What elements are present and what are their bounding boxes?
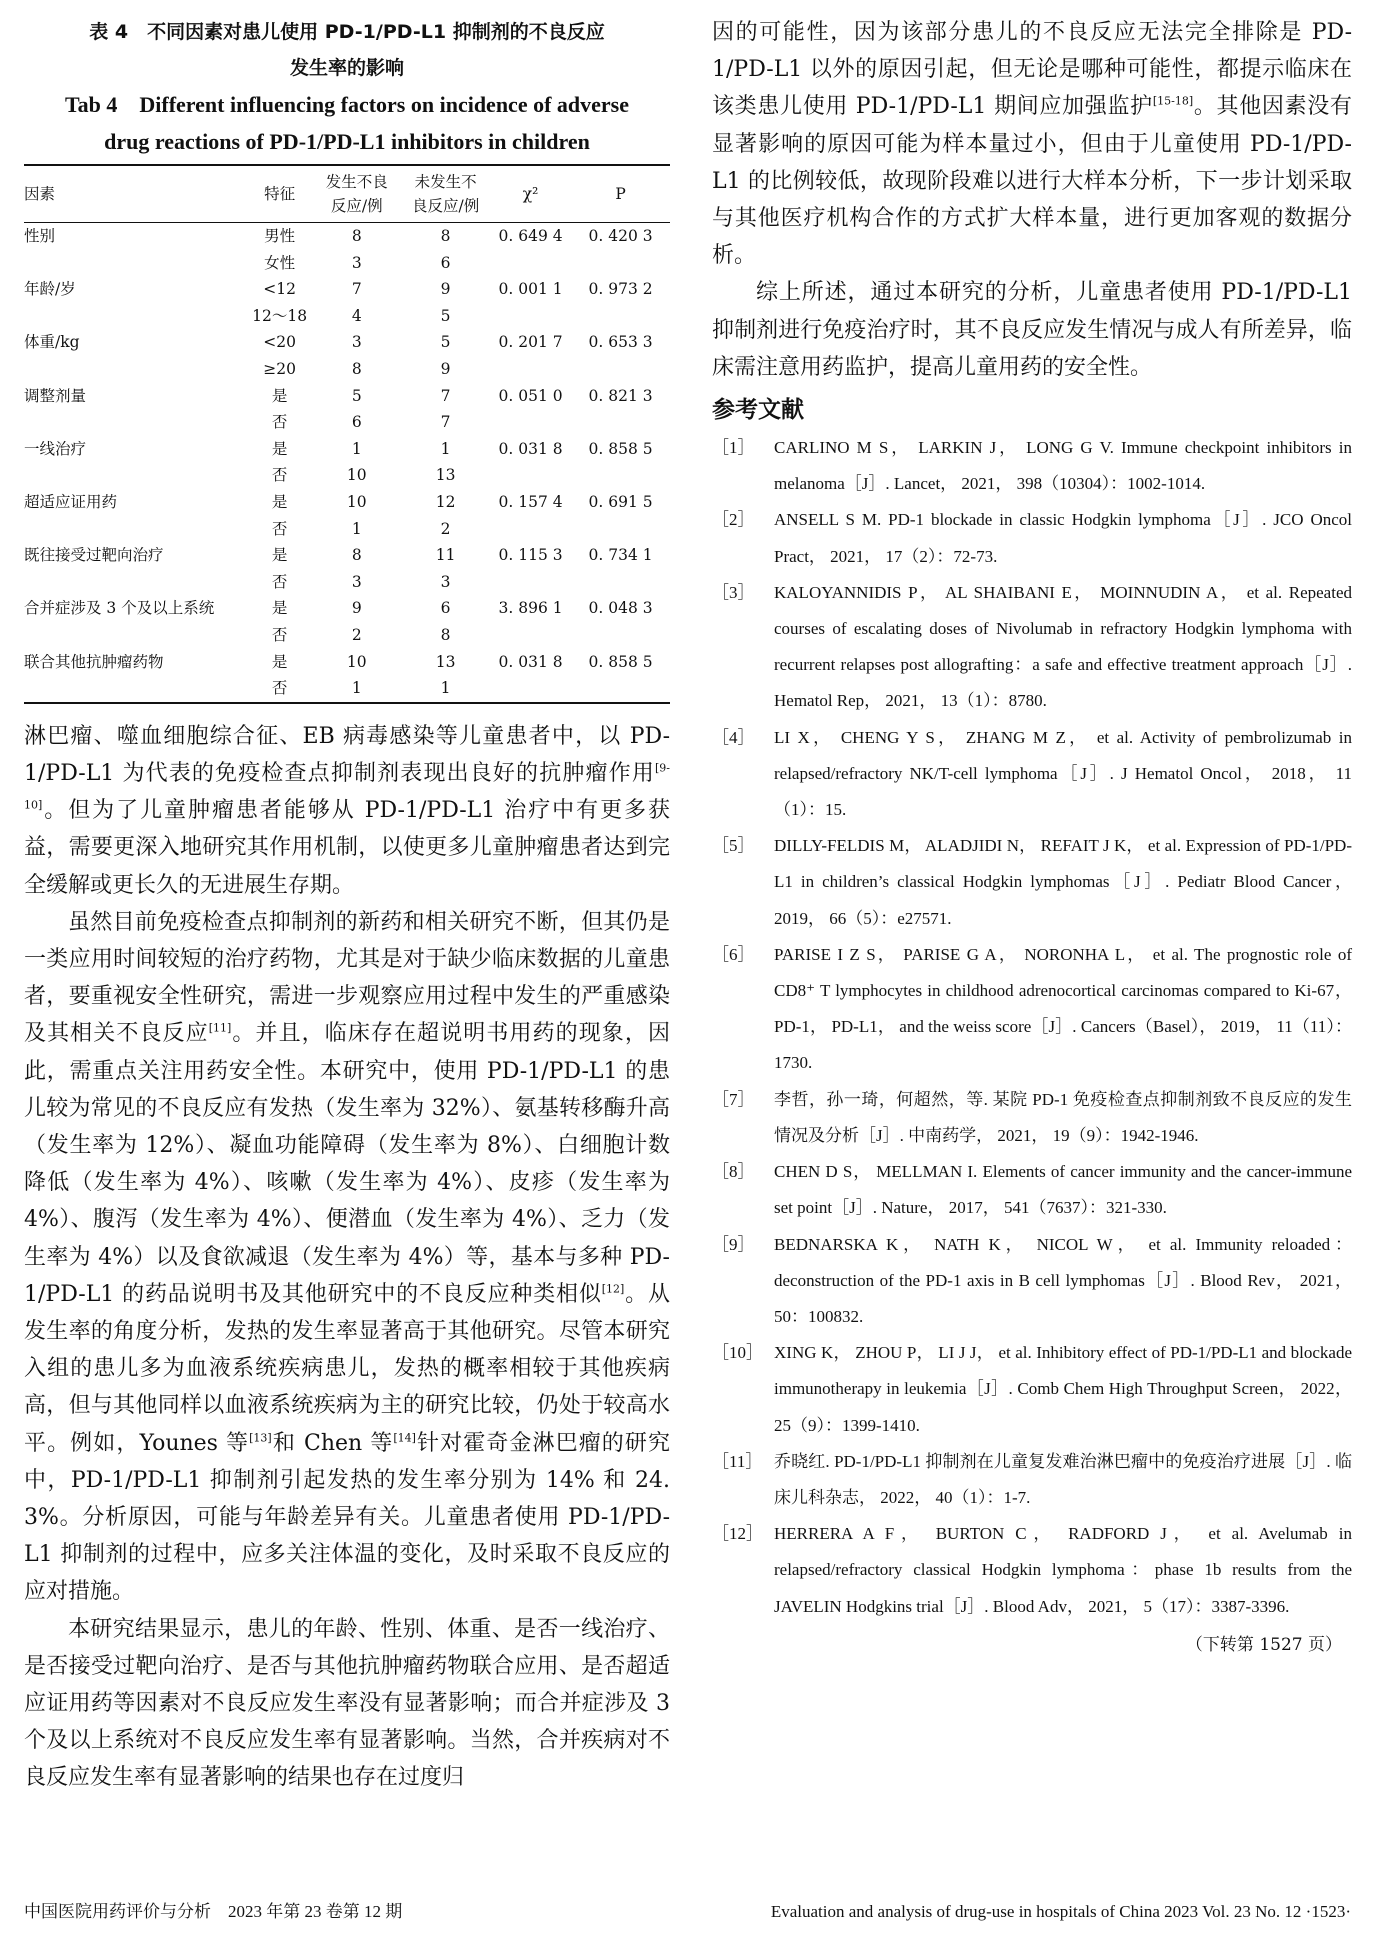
reference-text: CHEN D S， MELLMAN I. Elements of cancer immunity and the cancer-immune set point［J］. Nature， 2017， 541（7637）：321-330.: [774, 1162, 1352, 1218]
reference-item: [712, 502, 1352, 574]
cell-factor: [24, 303, 247, 330]
left-paragraph-2: [24, 904, 670, 1611]
cell-p: [571, 622, 670, 649]
cell-no-adverse: 8: [440, 625, 451, 644]
cell-factor: 超适应证用药: [24, 492, 118, 511]
reference-number: ［8］: [712, 1162, 755, 1182]
cell-adverse: 1: [351, 679, 362, 698]
reference-text: DILLY-FELDIS M， ALADJIDI N， REFAIT J K， et al. Expression of PD-1/PD-L1 in children’s classical Hodgkin lymphomas［J］. Pediatr Blood Cancer， 2019， 66（5）：e27571.: [774, 836, 1352, 928]
cell-chi: [490, 675, 571, 703]
cell-character: 否: [271, 466, 288, 485]
cell-no-adverse: 12: [435, 492, 456, 511]
reference-text: XING K， ZHOU P， LI J J， et al. Inhibitory effect of PD-1/PD-L1 and blockade immunotherapy in leukemia［J］. Comb Chem High Throughput Screen， 2022， 25（9）：1399-1410.: [774, 1343, 1352, 1435]
cell-chi: [490, 303, 571, 330]
header-adverse: [312, 165, 401, 223]
reference-number: ［12］: [712, 1524, 763, 1544]
cell-chi: [490, 250, 571, 277]
cell-adverse: 4: [351, 306, 362, 325]
cell-adverse: 3: [351, 333, 362, 352]
table-row: [24, 622, 670, 649]
header-p: P: [615, 185, 626, 203]
cell-factor: [24, 622, 247, 649]
reference-number: ［5］: [712, 836, 755, 856]
table-row: [24, 675, 670, 703]
reference-number: ［9］: [712, 1234, 755, 1254]
cell-adverse: 10: [346, 492, 367, 511]
cell-chi: [490, 462, 571, 489]
left-paragraph-1: [24, 718, 670, 904]
table-row: [24, 649, 670, 676]
cell-p: [571, 356, 670, 383]
left-p1-cite: [9-10]: [24, 761, 670, 812]
cell-adverse: 1: [351, 519, 362, 538]
table-row: [24, 276, 670, 303]
cell-p: 0. 734 1: [588, 546, 653, 565]
cell-chi: 0. 031 8: [498, 439, 563, 458]
reference-item: [712, 575, 1352, 720]
cell-chi: 0. 201 7: [498, 333, 563, 352]
reference-item: [712, 1154, 1352, 1226]
cell-adverse: 7: [351, 280, 362, 299]
cell-no-adverse: 13: [435, 652, 456, 671]
cell-no-adverse: 11: [435, 546, 456, 565]
cell-character: 否: [271, 413, 288, 432]
cell-chi: 0. 051 0: [498, 386, 563, 405]
reference-item: [712, 720, 1352, 829]
table-caption-en-1: Tab 4 Different influencing factors on incidence of adverse: [64, 92, 630, 117]
left-paragraph-3: [24, 1611, 670, 1797]
table-row: [24, 409, 670, 436]
cell-character: 是: [271, 652, 288, 671]
cell-p: 0. 821 3: [588, 386, 653, 405]
reference-text: LI X， CHENG Y S， ZHANG M Z， et al. Activity of pembrolizumab in relapsed/refractory NK/T-cell lymphoma［J］. J Hematol Oncol， 2018， 11（1）：15.: [774, 727, 1352, 820]
cell-p: 0. 858 5: [588, 652, 653, 671]
cell-p: 0. 048 3: [588, 599, 653, 618]
cell-factor: 调整剂量: [24, 386, 87, 405]
cell-adverse: 8: [351, 359, 362, 378]
cell-no-adverse: 7: [440, 413, 451, 432]
cell-chi: 0. 649 4: [498, 227, 563, 245]
right-column: [712, 14, 1352, 1663]
cell-factor: 年龄/岁: [24, 280, 76, 299]
reference-text: HERRERA A F， BURTON C， RADFORD J， et al. Avelumab in relapsed/refractory classical Hodgkin lymphoma：phase 1b results from the JAVELIN Hodgkins trial［J］. Blood Adv， 2021， 5（17）：3387-3396.: [774, 1524, 1352, 1616]
cell-factor: [24, 409, 247, 436]
cell-no-adverse: 6: [440, 599, 451, 618]
table-row: [24, 329, 670, 356]
cell-no-adverse: 5: [440, 333, 451, 352]
right-p2-text: 综上所述，通过本研究的分析，儿童患者使用 PD-1/PD-L1 抑制剂进行免疫治疗时，其不良反应发生情况与成人有所差异，临床需注意用药监护，提高儿童用药的安全性。: [712, 280, 1352, 380]
cell-character: 是: [271, 599, 288, 618]
reference-number: ［3］: [712, 582, 755, 602]
reference-text: BEDNARSKA K， NATH K， NICOL W， et al. Immunity reloaded：deconstruction of the PD-1 axis in B cell lymphomas［J］. Blood Rev， 2021， 50：100832.: [774, 1234, 1352, 1326]
reference-number: ［10］: [712, 1343, 763, 1363]
table-row: [24, 462, 670, 489]
table-row: [24, 516, 670, 543]
cell-p: [571, 462, 670, 489]
reference-text: ANSELL S M. PD-1 blockade in classic Hodgkin lymphoma［J］. JCO Oncol Pract， 2021， 17（2）：72-73.: [774, 510, 1352, 566]
cell-factor: [24, 569, 247, 596]
references-title: 参考文献: [712, 397, 804, 424]
header-adverse-l2: 反应/例: [330, 197, 383, 215]
reference-item: [712, 1082, 1352, 1154]
left-p2-cite: [11]: [208, 1021, 232, 1035]
cell-p: 0. 420 3: [588, 227, 653, 245]
cell-p: [571, 409, 670, 436]
cell-character: ≥20: [263, 359, 296, 378]
left-p2-text-b: 。从发生率的角度分析，发热的发生率显著高于其他研究。尽管本研究入组的患儿多为血液系统疾病患儿，发热的概率相较于其他疾病高，但与其他同样以血液系统疾病为主的研究比较，仍处于较高水平。例如，Younes 等: [24, 1281, 670, 1456]
cell-chi: 0. 115 3: [498, 546, 563, 565]
cell-no-adverse: 6: [440, 253, 451, 272]
reference-list: [712, 430, 1352, 1625]
reference-item: [712, 1227, 1352, 1336]
reference-item: [712, 430, 1352, 502]
cell-no-adverse: 9: [440, 280, 451, 299]
right-paragraph-1: [712, 14, 1352, 274]
cell-factor: 合并症涉及 3 个及以上系统: [24, 599, 215, 618]
left-p3-text: 本研究结果显示，患儿的年龄、性别、体重、是否一线治疗、是否接受过靶向治疗、是否与其他抗肿瘤药物联合应用、是否超适应证用药等因素对不良反应发生率没有显著影响；而合并症涉及 3 个及以上系统对不良反应发生率有显著影响。当然，合并疾病对不良反应发生率有显著影响的结果也存在过度归: [24, 1616, 670, 1791]
table-caption-en-2: drug reactions of PD-1/PD-L1 inhibitors in children: [104, 129, 590, 154]
cell-p: [571, 516, 670, 543]
cell-no-adverse: 1: [440, 679, 451, 698]
header-factor: 因素: [24, 185, 56, 203]
cell-adverse: 8: [351, 227, 362, 245]
reference-number: ［1］: [712, 438, 755, 458]
cell-adverse: 10: [346, 466, 367, 485]
cell-character: 12～18: [252, 306, 308, 325]
right-p1-cite: [15-18]: [1152, 95, 1194, 109]
cell-no-adverse: 2: [440, 519, 451, 538]
table-row: [24, 356, 670, 383]
cell-character: <12: [263, 280, 296, 299]
left-p1-text: 淋巴瘤、噬血细胞综合征、EB 病毒感染等儿童患者中，以 PD-1/PD-L1 为代表的免疫检查点抑制剂表现出良好的抗肿瘤作用: [24, 723, 670, 786]
cell-adverse: 1: [351, 439, 362, 458]
cell-no-adverse: 5: [440, 306, 451, 325]
left-p2-cite-14: [14]: [393, 1431, 416, 1445]
left-p2-tail-c: 针对霍奇金淋巴瘤的研究中，PD-1/PD-L1 抑制剂引起发热的发生率分别为 14% 和 24. 3%。分析原因，可能与年龄差异有关。儿童患者使用 PD-1/PD-L1 抑制剂的过程中，应多关注体温的变化，及时采取不良反应的应对措施。: [24, 1430, 670, 1605]
cell-adverse: 2: [351, 625, 362, 644]
reference-text: KALOYANNIDIS P， AL SHAIBANI E， MOINNUDIN A， et al. Repeated courses of escalating doses of Nivolumab in refractory Hodgkin lymphoma with recurrent relapses post allografting：a safe and effective treatment approach［J］. Hematol Rep， 2021， 13（1）：8780.: [774, 582, 1352, 711]
cell-factor: [24, 250, 247, 277]
reference-text: CARLINO M S， LARKIN J， LONG G V. Immune checkpoint inhibitors in melanoma［J］. Lancet， 2021， 398（10304）：1002-1014.: [774, 438, 1352, 494]
right-paragraph-2: [712, 274, 1352, 386]
cell-factor: [24, 462, 247, 489]
cell-chi: 0. 001 1: [498, 280, 563, 299]
cell-chi: 0. 031 8: [498, 652, 563, 671]
left-column: [24, 14, 670, 1797]
reference-number: ［2］: [712, 510, 755, 530]
cell-no-adverse: 13: [435, 466, 456, 485]
reference-number: ［4］: [712, 727, 755, 747]
table-row: [24, 595, 670, 622]
left-p2-text: 虽然目前免疫检查点抑制剂的新药和相关研究不断，但其仍是一类应用时间较短的治疗药物，尤其是对于缺少临床数据的儿童患者，要重视安全性研究，需进一步观察应用过程中发生的严重感染及其相关不良反应: [24, 909, 670, 1047]
cell-chi: [490, 516, 571, 543]
cell-chi: [490, 622, 571, 649]
cell-p: 0. 973 2: [588, 280, 653, 299]
cell-factor: 联合其他抗肿瘤药物: [24, 652, 164, 671]
table-row: [24, 223, 670, 250]
cell-factor: 体重/kg: [24, 333, 80, 352]
table-4: [24, 164, 670, 704]
table-row: [24, 489, 670, 516]
reference-text: 乔晓红. PD-1/PD-L1 抑制剂在儿童复发难治淋巴瘤中的免疫治疗进展［J］. 临床儿科杂志， 2022， 40（1）：1-7.: [774, 1451, 1352, 1507]
cell-adverse: 3: [351, 253, 362, 272]
left-p2-tail-b: 和 Chen 等: [271, 1430, 394, 1456]
table-row: [24, 383, 670, 410]
reference-item: [712, 1444, 1352, 1516]
cell-character: 是: [271, 492, 288, 511]
cell-adverse: 6: [351, 413, 362, 432]
cell-factor: 一线治疗: [24, 439, 87, 458]
table-row: [24, 303, 670, 330]
page-footer: [24, 1900, 1351, 1924]
cell-character: <20: [263, 333, 296, 352]
table-caption-cn-2: 发生率的影响: [289, 57, 404, 79]
cell-chi: 3. 896 1: [498, 599, 563, 618]
reference-item: [712, 1335, 1352, 1444]
header-no-adverse: [401, 165, 490, 223]
cell-character: 女性: [264, 253, 296, 272]
continued-note: （下转第 1527 页）: [1185, 1634, 1342, 1655]
right-p1-tail: 。其他因素没有显著影响的原因可能为样本量过小，但由于儿童使用 PD-1/PD-L1 的比例较低，故现阶段难以进行大样本分析，下一步计划采取与其他医疗机构合作的方式扩大样本量，进行更加客观的数据分析。: [712, 94, 1352, 269]
cell-p: [571, 675, 670, 703]
cell-no-adverse: 9: [440, 359, 451, 378]
cell-p: 0. 653 3: [588, 333, 653, 352]
reference-item: [712, 1516, 1352, 1625]
right-p1-text: 因的可能性，因为该部分患儿的不良反应无法完全排除是 PD-1/PD-L1 以外的原因引起，但无论是哪种可能性，都提示临床在该类患儿使用 PD-1/PD-L1 期间应加强监护: [712, 20, 1352, 120]
cell-no-adverse: 1: [440, 439, 451, 458]
table-row: [24, 436, 670, 463]
reference-text: PARISE I Z S， PARISE G A， NORONHA L， et al. The prognostic role of CD8⁺ T lymphocytes in childhood adrenocortical carcinomas compared to Ki-67， PD-1， PD-L1， and the weiss score［J］. Cancers（Basel）， 2019， 11（11）：1730.: [774, 944, 1352, 1073]
header-no-adverse-l1: 未发生不: [414, 173, 477, 191]
cell-character: 否: [271, 519, 288, 538]
cell-factor: 既往接受过靶向治疗: [24, 546, 164, 565]
cell-chi: 0. 157 4: [498, 492, 563, 511]
table-row: [24, 250, 670, 277]
cell-factor: [24, 516, 247, 543]
cell-adverse: 10: [346, 652, 367, 671]
cell-character: 男性: [264, 227, 296, 245]
reference-number: ［7］: [712, 1089, 755, 1109]
header-adverse-l1: 发生不良: [325, 173, 388, 191]
reference-item: [712, 937, 1352, 1082]
left-p2-cite-13: [13]: [249, 1431, 272, 1445]
left-p1-tail: 。但为了儿童肿瘤患者能够从 PD-1/PD-L1 治疗中有更多获益，需要更深入地研究其作用机制，以使更多儿童肿瘤患者达到完全缓解或更长久的无进展生存期。: [24, 798, 670, 898]
footer-journal-en: Evaluation and analysis of drug-use in hospitals of China 2023 Vol. 23 No. 12 ·1523·: [770, 1902, 1351, 1921]
cell-chi: [490, 569, 571, 596]
table-row: [24, 569, 670, 596]
cell-adverse: 3: [351, 572, 362, 591]
cell-chi: [490, 356, 571, 383]
cell-p: [571, 569, 670, 596]
cell-adverse: 8: [351, 546, 362, 565]
cell-character: 否: [271, 679, 288, 698]
table-caption-cn-1: 表 4 不同因素对患儿使用 PD-1/PD-L1 抑制剂的不良反应: [89, 21, 605, 43]
cell-adverse: 9: [351, 599, 362, 618]
cell-no-adverse: 3: [440, 572, 451, 591]
cell-no-adverse: 7: [440, 386, 451, 405]
cell-chi: [490, 409, 571, 436]
cell-factor: 性别: [24, 227, 56, 245]
header-character: 特征: [264, 185, 296, 203]
cell-p: [571, 250, 670, 277]
footer-journal-cn: 中国医院用药评价与分析 2023 年第 23 卷第 12 期: [24, 1902, 403, 1921]
cell-adverse: 5: [351, 386, 362, 405]
reference-item: [712, 828, 1352, 937]
cell-character: 是: [271, 439, 288, 458]
cell-character: 否: [271, 625, 288, 644]
cell-character: 是: [271, 386, 288, 405]
table-header-row: [24, 165, 670, 223]
header-no-adverse-l2: 良反应/例: [411, 197, 480, 215]
cell-no-adverse: 8: [440, 227, 451, 245]
cell-factor: [24, 356, 247, 383]
reference-number: ［11］: [712, 1451, 763, 1471]
cell-p: 0. 691 5: [588, 492, 653, 511]
reference-text: 李哲，孙一琦，何超然，等. 某院 PD-1 免疫检查点抑制剂致不良反应的发生情况及分析［J］. 中南药学， 2021， 19（9）：1942-1946.: [774, 1089, 1352, 1145]
cell-p: 0. 858 5: [588, 439, 653, 458]
table-row: [24, 542, 670, 569]
left-p2-tail: 。并且，临床存在超说明书用药的现象，因此，需重点关注用药安全性。本研究中，使用 PD-1/PD-L1 的患儿较为常见的不良反应有发热（发生率为 32%）、氨基转移酶升高（发生率为 12%）、凝血功能障碍（发生率为 8%）、白细胞计数降低（发生率为 4%）、咳嗽（发生率为 4%）、皮疹（发生率为 4%）、腹泻（发生率为 4%）、便潜血（发生率为 4%）、乏力（发生率为 4%）以及食欲减退（发生率为 4%）等，基本与多种 PD-1/PD-L1 的药品说明书及其他研究中的不良反应种类相似: [24, 1021, 670, 1307]
cell-character: 是: [271, 546, 288, 565]
cell-character: 否: [271, 572, 288, 591]
cell-p: [571, 303, 670, 330]
reference-number: ［6］: [712, 944, 755, 964]
header-chi: χ²: [522, 185, 539, 203]
cell-factor: [24, 675, 247, 703]
left-p2-cite-12: [12]: [601, 1282, 625, 1296]
